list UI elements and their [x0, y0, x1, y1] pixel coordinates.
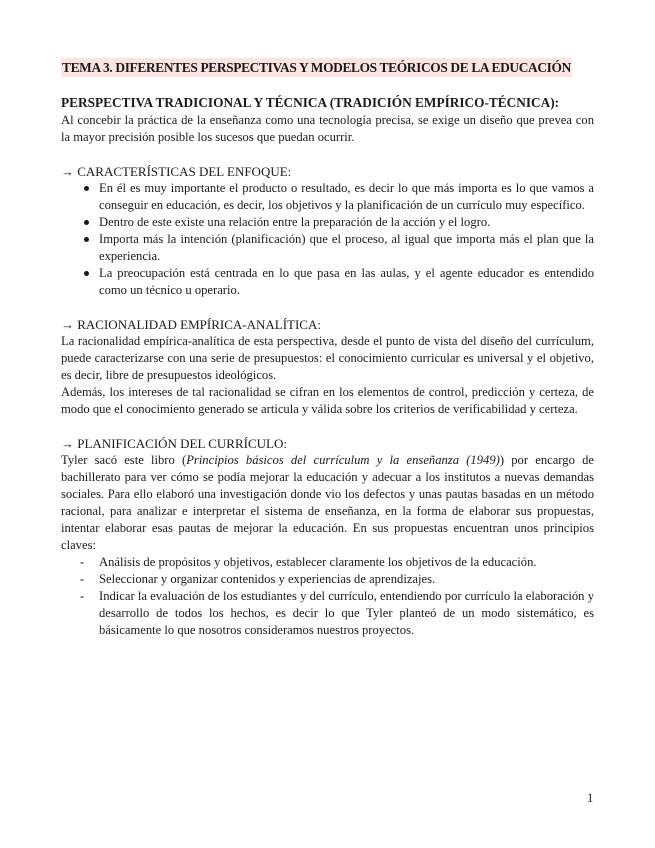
list-item: Importa más la intención (planificación) que el proceso, al igual que importa más el plan que la experiencia.	[61, 231, 594, 265]
list-item: La preocupación está centrada en lo que pasa en las aulas, y el agente educador es entendido como un técnico u operario.	[61, 265, 594, 299]
dash-icon: -	[80, 555, 85, 569]
bullet-icon	[84, 237, 89, 242]
curriculum-planning-heading: → PLANIFICACIÓN DEL CURRÍCULO:	[61, 436, 287, 451]
bullet-icon	[84, 220, 89, 225]
dash-icon: -	[80, 589, 85, 603]
rationality-paragraph-1: La racionalidad empírica-analítica de esta perspectiva, desde el punto de vista del diseño del currículum, puede caracterizarse con una serie de presupuestos: el conocimiento curricular es universal y el objetivo, es decir, libre de presupuestos ideológicos.	[61, 334, 594, 382]
rationality-heading: → RACIONALIDAD EMPÍRICA-ANALÍTICA:	[61, 317, 321, 332]
book-title: Principios básicos del currículum y la enseñanza (1949)	[186, 453, 500, 467]
principles-list	[61, 554, 594, 639]
list-item: - Indicar la evaluación de los estudiantes y del currículo, entendiendo por currículo la elaboración y desarrollo de todos los hechos, es decir lo que Tyler planteó de un modo sistemático, es básicamente lo que nosotros consideramos nuestros proyectos.	[80, 589, 594, 637]
tyler-paragraph: Tyler sacó este libro (Principios básicos del currículum y la enseñanza (1949)) por encargo de bachillerato para ver cómo se podía mejorar la educación y adecuar a los institutos a nuevas demandas sociales. Para ello elaboró una investigación donde vio los defectos y unas pautas basadas en un método racional, para analizar e interpretar el sistema de enseñanza, en la forma de elaborar sus propuestas, intentar elaborar esas pautas de mejorar la educación. En sus propuestas encuentran unos principios claves:	[61, 453, 594, 552]
list-item: En él es muy importante el producto o resultado, es decir lo que más importa es lo que vamos a conseguir en educación, es decir, los objetivos y la planificación de un currículo muy específico.	[61, 180, 594, 214]
bullet-icon	[84, 271, 89, 276]
dash-icon: -	[80, 572, 85, 586]
characteristics-heading: → CARACTERÍSTICAS DEL ENFOQUE:	[61, 164, 292, 179]
list-item: - Análisis de propósitos y objetivos, establecer claramente los objetivos de la educación.	[80, 555, 537, 569]
intro-paragraph: Al concebir la práctica de la enseñanza como una tecnología precisa, se exige un diseño que prevea con la mayor precisión posible los sucesos que puedan ocurrir.	[61, 113, 594, 144]
page-number: 1	[587, 791, 594, 805]
rationality-paragraph-2: Además, los intereses de tal racionalidad se cifran en los elementos de control, predicción y certeza, de modo que el conocimiento generado se articula y válida sobre los criterios de verificabilidad y certeza.	[61, 385, 594, 416]
document-title: TEMA 3. DIFERENTES PERSPECTIVAS Y MODELOS TEÓRICOS DE LA EDUCACIÓN	[62, 60, 571, 75]
list-item: - Seleccionar y organizar contenidos y experiencias de aprendizajes.	[80, 572, 436, 586]
bullet-icon	[84, 186, 89, 191]
list-item: Dentro de este existe una relación entre la preparación de la acción y el logro.	[61, 214, 594, 231]
characteristics-list	[61, 180, 594, 299]
document-page	[61, 58, 594, 639]
section-heading-traditional: PERSPECTIVA TRADICIONAL Y TÉCNICA (TRADICIÓN EMPÍRICO-TÉCNICA):	[61, 95, 560, 110]
